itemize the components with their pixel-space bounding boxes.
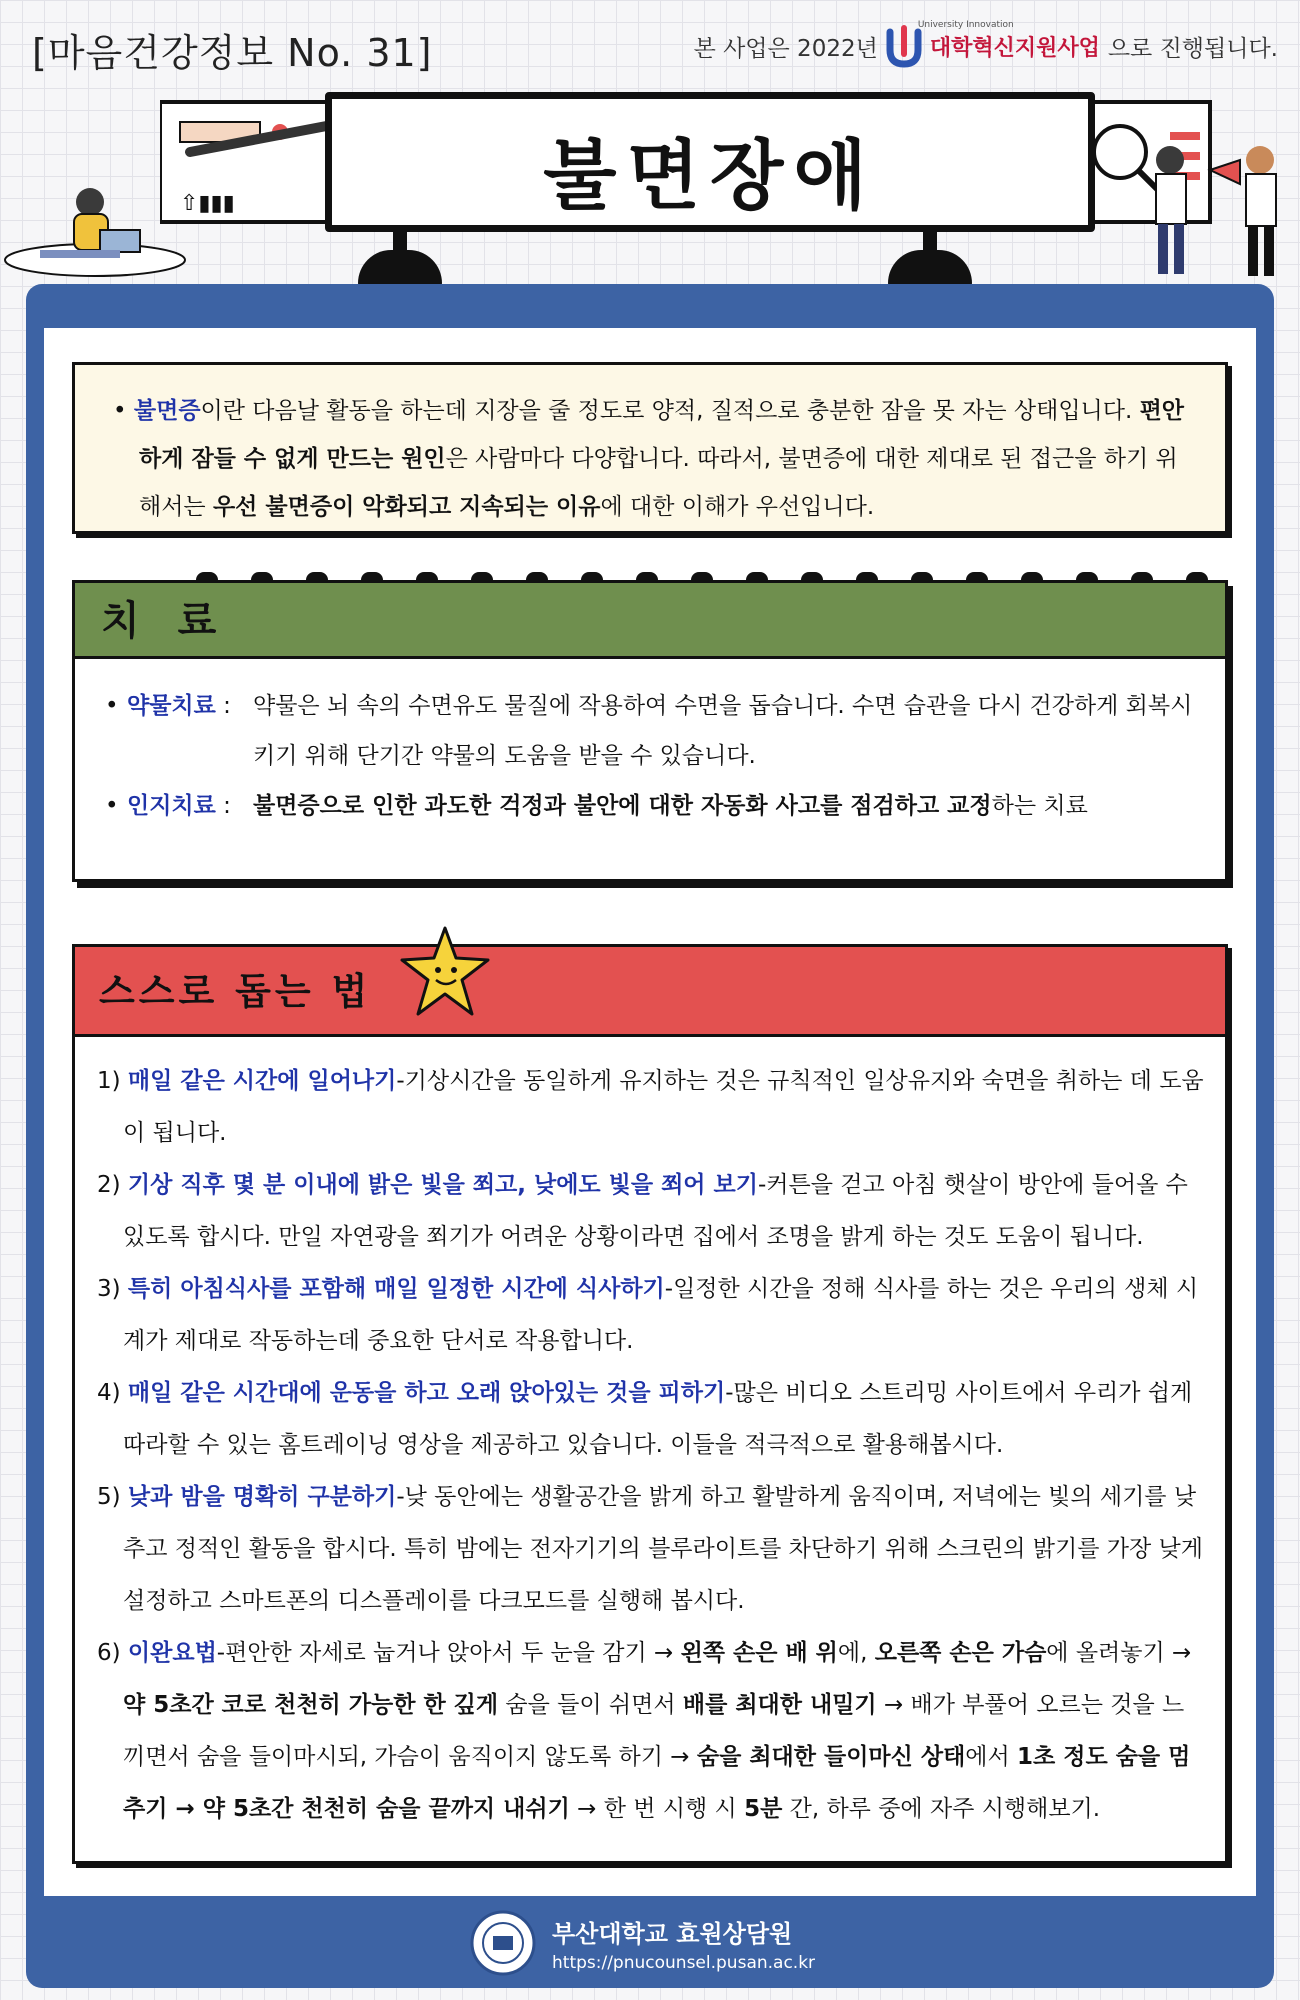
- university-seal-icon: [470, 1910, 536, 1976]
- selfhelp-item: 1) 매일 같은 시간에 일어나기-기상시간을 동일하게 유지하는 것은 규칙적인 일상유지와 숙면을 취하는 데 도움이 됩니다.: [97, 1068, 1204, 1146]
- footer-url-link[interactable]: https://pnucounsel.pusan.ac.kr: [552, 1952, 816, 1973]
- board-foot-left: [358, 250, 442, 288]
- person-with-megaphone-icon: [1100, 120, 1300, 290]
- selfhelp-item-relaxation: 6) 이완요법-편안한 자세로 눕거나 앉아서 두 눈을 감기 → 왼쪽 손은 배 위에, 오른쪽 손은 가슴에 올려놓기 → 약 5초간 코로 천천히 가능한 한 깊게 숨을 들이 쉬면서 배를 최대한 내밀기 → 배가 부풀어 오르는 것을 느끼면서 숨을 들이마시되, 가슴이 움직이지 않도록 하기 → 숨을 최대한 들이마신 상태에서 1초 정도 숨을 멈추기 → 약 5초간 천천히 숨을 끝까지 내쉬기 → 한 번 시행 시 5분 간, 하루 중에 자주 시행해보기.: [97, 1640, 1192, 1822]
- sponsor-prefix: 본 사업은 2022년: [693, 35, 878, 62]
- treatment-item-cognitive: • 인지치료 : 불면증으로 인한 과도한 걱정과 불안에 대한 자동화 사고를 점검하고 교정하는 치료: [105, 793, 1088, 819]
- sponsor-line: [693, 20, 1278, 68]
- selfhelp-heading: 스스로 돕는 법: [75, 947, 1225, 1037]
- intro-box: [72, 362, 1228, 534]
- treatment-section: [72, 580, 1228, 882]
- treatment-list: [75, 659, 1225, 831]
- sponsor-program: 대학혁신지원사업: [929, 35, 1100, 61]
- logo-tagline: University Innovation: [917, 20, 1014, 30]
- svg-text:⇧▮▮▮: ⇧▮▮▮: [180, 191, 235, 216]
- selfhelp-list: [75, 1037, 1225, 1835]
- title-board: [325, 92, 1095, 232]
- page-title: 불면장애: [543, 131, 877, 220]
- selfhelp-item: 4) 매일 같은 시간대에 운동을 하고 오래 앉아있는 것을 피하기-많은 비디오 스트리밍 사이트에서 우리가 쉽게 따라할 수 있는 홈트레이닝 영상을 제공하고 있습니다. 이들을 적극적으로 활용해봅시다.: [97, 1380, 1193, 1458]
- university-innovation-logo-icon: [884, 20, 1014, 68]
- smiling-star-icon: [400, 924, 490, 1020]
- footer: [470, 1910, 815, 1976]
- selfhelp-item: 3) 특히 아침식사를 포함해 매일 일정한 시간에 식사하기-일정한 시간을 정해 식사를 하는 것은 우리의 생체 시계가 제대로 작동하는데 중요한 단서로 작용합니다.: [97, 1276, 1199, 1354]
- person-with-laptop-icon: [0, 110, 190, 280]
- footer-org-name: 부산대학교 효원상담원: [552, 1919, 793, 1948]
- intro-paragraph: • 불면증이란 다음날 활동을 하는데 지장을 줄 정도로 양적, 질적으로 충분한 잠을 못 자는 상태입니다. 편안하게 잠들 수 없게 만드는 원인은 사람마다 다양합니다. 따라서, 불면증에 대한 제대로 된 접근을 하기 위해서는 우선 불면증이 악화되고 지속되는 이유에 대한 이해가 우선입니다.: [113, 398, 1185, 520]
- selfhelp-item: 5) 낮과 밤을 명확히 구분하기-낮 동안에는 생활공간을 밝게 하고 활발하게 움직이며, 저녁에는 빛의 세기를 낮추고 정적인 활동을 합시다. 특히 밤에는 전자기기의 블루라이트를 차단하기 위해 스크린의 밝기를 가장 낮게 설정하고 스마트폰의 디스플레이를 다크모드를 실행해 봅시다.: [97, 1484, 1203, 1614]
- treatment-item-medication: • 약물치료 : 약물은 뇌 속의 수면유도 물질에 작용하여 수면을 돕습니다. 수면 습관을 다시 건강하게 회복시키기 위해 단기간 약물의 도움을 받을 수 있습니다.: [105, 693, 1193, 769]
- selfhelp-section: [72, 944, 1228, 1864]
- board-foot-right: [888, 250, 972, 288]
- issue-number: [마음건강정보 No. 31]: [32, 31, 433, 75]
- selfhelp-item: 2) 기상 직후 몇 분 이내에 밝은 빛을 쬐고, 낮에도 빛을 쬐어 보기-커튼을 걷고 아침 햇살이 방안에 들어올 수 있도록 합시다. 만일 자연광을 쬐기가 어려운 상황이라면 집에서 조명을 밝게 하는 것도 도움이 됩니다.: [97, 1172, 1188, 1250]
- sponsor-suffix: 으로 진행됩니다.: [1107, 35, 1278, 62]
- treatment-heading: 치료: [75, 583, 1225, 659]
